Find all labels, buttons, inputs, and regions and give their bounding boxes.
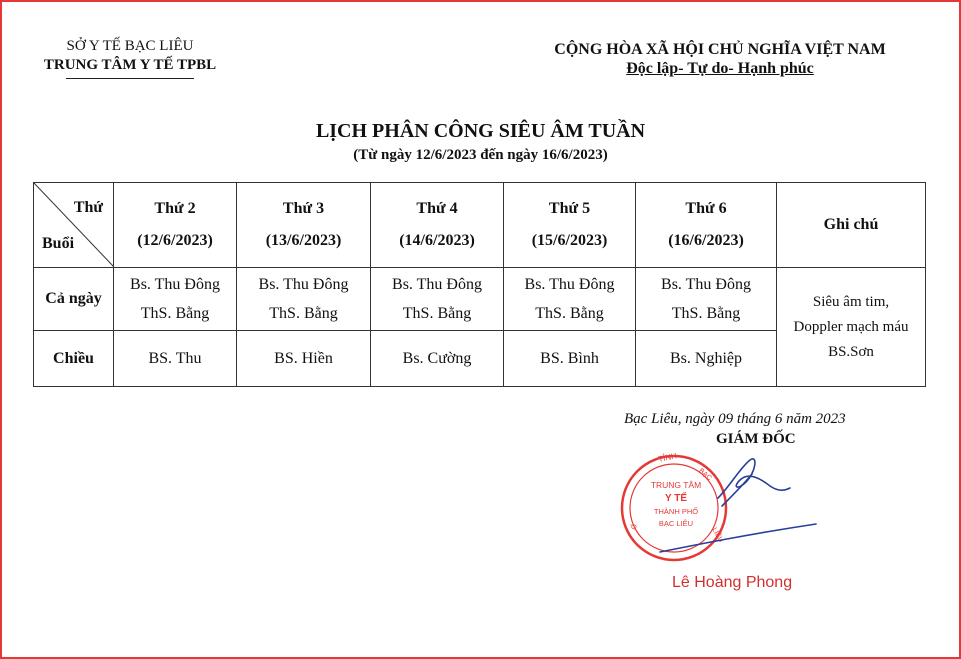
country-name: CỘNG HÒA XÃ HỘI CHỦ NGHĨA VIỆT NAM	[554, 41, 886, 58]
table-cell	[504, 331, 636, 387]
corner-diagonal	[34, 183, 114, 267]
svg-text:Ỏ: Ỏ	[630, 523, 640, 532]
day-name: Thứ 3	[282, 200, 325, 217]
svg-text:BẠC LIÊU: BẠC LIÊU	[658, 519, 694, 528]
doctor-name: Bs. Thu Đông	[524, 276, 615, 293]
center-name: TRUNG TÂM Y TẾ TPBL	[43, 57, 217, 73]
table-cell	[636, 331, 777, 387]
document-subtitle: (Từ ngày 12/6/2023 đến ngày 16/6/2023)	[353, 147, 608, 163]
svg-text:THÀNH PHỐ: THÀNH PHỐ	[653, 507, 699, 516]
corner-day-label: Thứ	[73, 199, 103, 216]
day-header	[371, 183, 504, 268]
doctor-name: ThS. Bằng	[140, 305, 210, 322]
svg-text:Y TẾ: Y TẾ	[664, 493, 688, 504]
national-motto: Độc lập- Tự do- Hạnh phúc	[626, 60, 814, 77]
official-stamp-with-signature	[620, 448, 830, 573]
doctor-name: Bs. Thu Đông	[392, 276, 482, 293]
row-label-afternoon: Chiều	[34, 331, 114, 387]
doctor-name: ThS. Bằng	[671, 305, 741, 322]
doctor-name: BS. Bình	[540, 349, 599, 367]
corner-session-label: Buổi	[42, 235, 75, 252]
note-line: Doppler mạch máu	[793, 318, 909, 335]
table-cell	[237, 268, 371, 331]
table-cell	[636, 268, 777, 331]
note-line: BS.Sơn	[828, 343, 874, 360]
table-header-row	[34, 183, 926, 268]
doctor-name: BS. Thu	[148, 349, 202, 367]
doctor-name: Bs. Thu Đông	[130, 276, 220, 293]
day-name: Thứ 6	[685, 200, 727, 217]
day-header	[237, 183, 371, 268]
note-cell	[777, 268, 926, 387]
department-name: SỞ Y TẾ BẠC LIÊU	[66, 38, 194, 54]
day-header	[504, 183, 636, 268]
note-header-label: Ghi chú	[823, 216, 879, 233]
table-row	[34, 268, 926, 331]
day-date: (12/6/2023)	[137, 232, 213, 249]
doctor-name: ThS. Bằng	[535, 305, 604, 322]
doctor-name: ThS. Bằng	[402, 305, 472, 322]
document-title: LỊCH PHÂN CÔNG SIÊU ÂM TUẦN	[315, 120, 646, 142]
table-cell	[114, 331, 237, 387]
svg-text:LIÊU: LIÊU	[710, 526, 725, 544]
note-line: Siêu âm tim,	[812, 293, 890, 310]
day-header	[114, 183, 237, 268]
day-date: (13/6/2023)	[265, 232, 342, 249]
doctor-name: Bs. Thu Đông	[258, 276, 349, 293]
day-date: (15/6/2023)	[531, 232, 608, 249]
table-cell	[504, 268, 636, 331]
day-date: (14/6/2023)	[399, 232, 475, 249]
day-name: Thứ 5	[548, 200, 591, 217]
header-right	[525, 40, 915, 78]
table-cell	[114, 268, 237, 331]
row-label-full-day: Cả ngày	[34, 268, 114, 331]
signer-position: GIÁM ĐỐC	[716, 431, 796, 447]
header-left	[30, 37, 230, 79]
day-name: Thứ 2	[154, 200, 196, 217]
note-header	[777, 183, 926, 268]
doctor-name: Bs. Thu Đông	[661, 276, 751, 293]
signer-name: Lê Hoàng Phong	[672, 574, 793, 591]
svg-text:TỈNH: TỈNH	[657, 451, 678, 464]
table-cell	[371, 268, 504, 331]
day-header	[636, 183, 777, 268]
corner-cell	[34, 183, 114, 268]
table-cell	[371, 331, 504, 387]
doctor-name: Bs. Nghiệp	[670, 349, 742, 367]
header-left-underline	[66, 78, 194, 79]
doctor-name: ThS. Bằng	[269, 305, 338, 322]
table-cell	[237, 331, 371, 387]
doctor-name: Bs. Cường	[402, 349, 472, 367]
day-date: (16/6/2023)	[668, 232, 744, 249]
place-date: Bạc Liêu, ngày 09 tháng 6 năm 2023	[624, 411, 846, 427]
schedule-table	[33, 182, 926, 387]
day-name: Thứ 4	[416, 200, 458, 217]
doctor-name: BS. Hiền	[274, 349, 333, 367]
svg-text:TRUNG TÂM: TRUNG TÂM	[650, 480, 702, 490]
svg-text:BẠC: BẠC	[697, 467, 713, 483]
